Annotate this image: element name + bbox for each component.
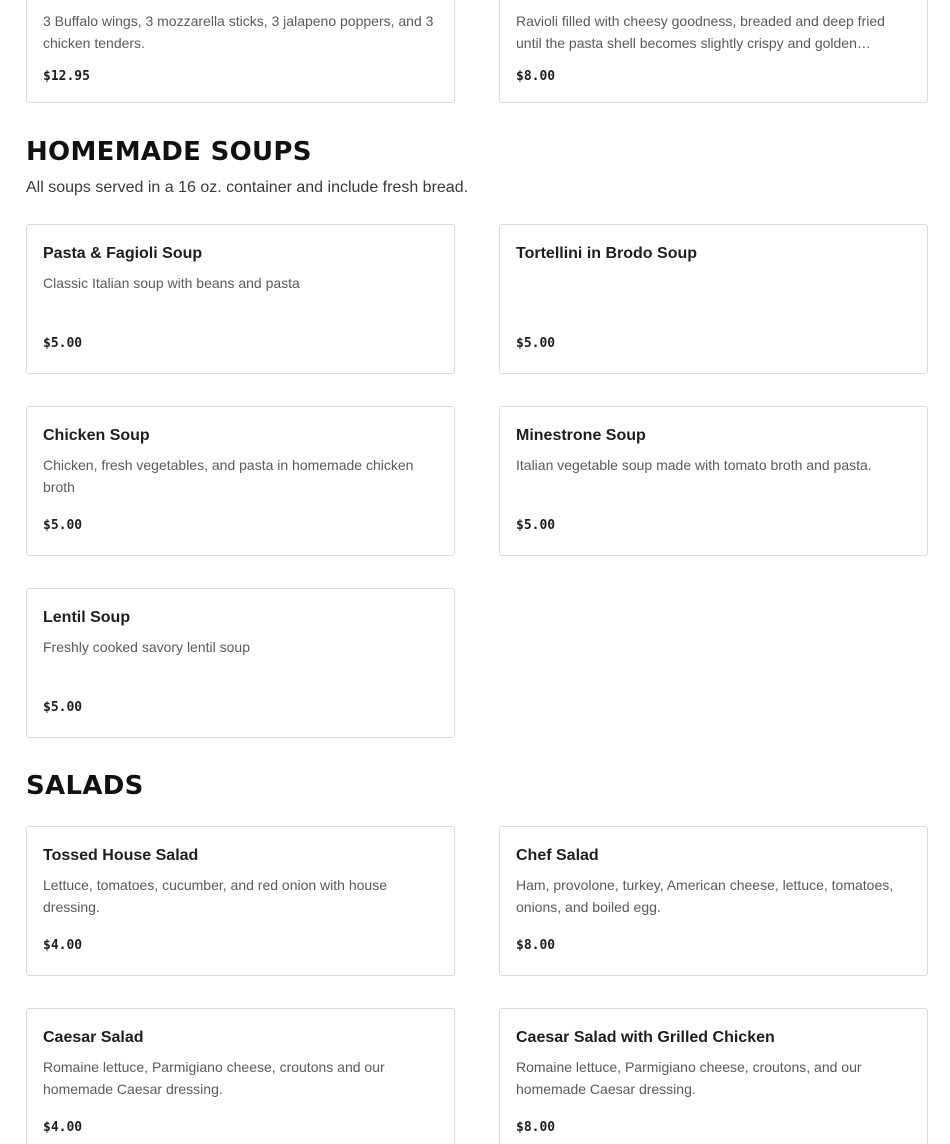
menu-item-card[interactable]	[26, 1008, 455, 1144]
item-price: $8.00	[516, 1120, 556, 1135]
item-description: Classic Italian soup with beans and pasta	[43, 275, 300, 291]
item-price: $5.00	[516, 518, 556, 533]
item-description: 3 Buffalo wings, 3 mozzarella sticks, 3 jalapeno poppers, and 3 chicken tenders.	[43, 13, 434, 51]
item-description: Italian vegetable soup made with tomato broth and pasta.	[516, 457, 872, 473]
item-name: Chef Salad	[516, 847, 599, 864]
menu-item-card[interactable]	[499, 826, 928, 976]
item-price: $12.95	[43, 69, 90, 84]
section-title-soups: HOMEMADE SOUPS	[26, 137, 312, 167]
item-price: $5.00	[43, 336, 83, 351]
item-name: Tortellini in Brodo Soup	[516, 245, 698, 262]
menu-item-card[interactable]	[26, 0, 455, 103]
item-price: $4.00	[43, 1120, 83, 1135]
item-name: Caesar Salad with Grilled Chicken	[516, 1029, 775, 1046]
item-description: Romaine lettuce, Parmigiano cheese, croutons and our homemade Caesar dressing.	[43, 1059, 385, 1097]
menu-item-card[interactable]	[26, 826, 455, 976]
item-description: Chicken, fresh vegetables, and pasta in homemade chicken broth	[43, 457, 414, 495]
item-price: $5.00	[516, 336, 556, 351]
menu-item-card[interactable]	[499, 1008, 928, 1144]
item-name: Chicken Soup	[43, 427, 150, 444]
item-name: Pasta & Fagioli Soup	[43, 245, 203, 262]
item-description: Romaine lettuce, Parmigiano cheese, croutons, and our homemade Caesar dressing.	[516, 1059, 862, 1097]
menu-item-card[interactable]	[499, 406, 928, 556]
item-name: Minestrone Soup	[516, 427, 646, 444]
item-name: Lentil Soup	[43, 609, 131, 626]
item-description: Ham, provolone, turkey, American cheese, lettuce, tomatoes, onions, and boiled egg.	[516, 877, 894, 915]
item-price: $5.00	[43, 518, 83, 533]
item-name: Tossed House Salad	[43, 847, 199, 864]
menu-item-card[interactable]	[26, 588, 455, 738]
item-price: $4.00	[43, 938, 83, 953]
item-description: Freshly cooked savory lentil soup	[43, 639, 250, 655]
menu-item-card[interactable]	[499, 224, 928, 374]
section-subtitle-soups: All soups served in a 16 oz. container and include fresh bread.	[26, 179, 469, 196]
section-title-salads: SALADS	[26, 771, 144, 801]
item-price: $5.00	[43, 700, 83, 715]
menu-item-card[interactable]	[26, 406, 455, 556]
item-price: $8.00	[516, 69, 556, 84]
item-description: Lettuce, tomatoes, cucumber, and red onion with house dressing.	[43, 877, 387, 915]
item-name: Caesar Salad	[43, 1029, 144, 1046]
menu-item-card[interactable]	[26, 224, 455, 374]
menu-item-card[interactable]	[499, 0, 928, 103]
item-price: $8.00	[516, 938, 556, 953]
item-description: Ravioli filled with cheesy goodness, breaded and deep fried until the pasta shell becomes slightly crispy and golden…	[516, 13, 885, 51]
